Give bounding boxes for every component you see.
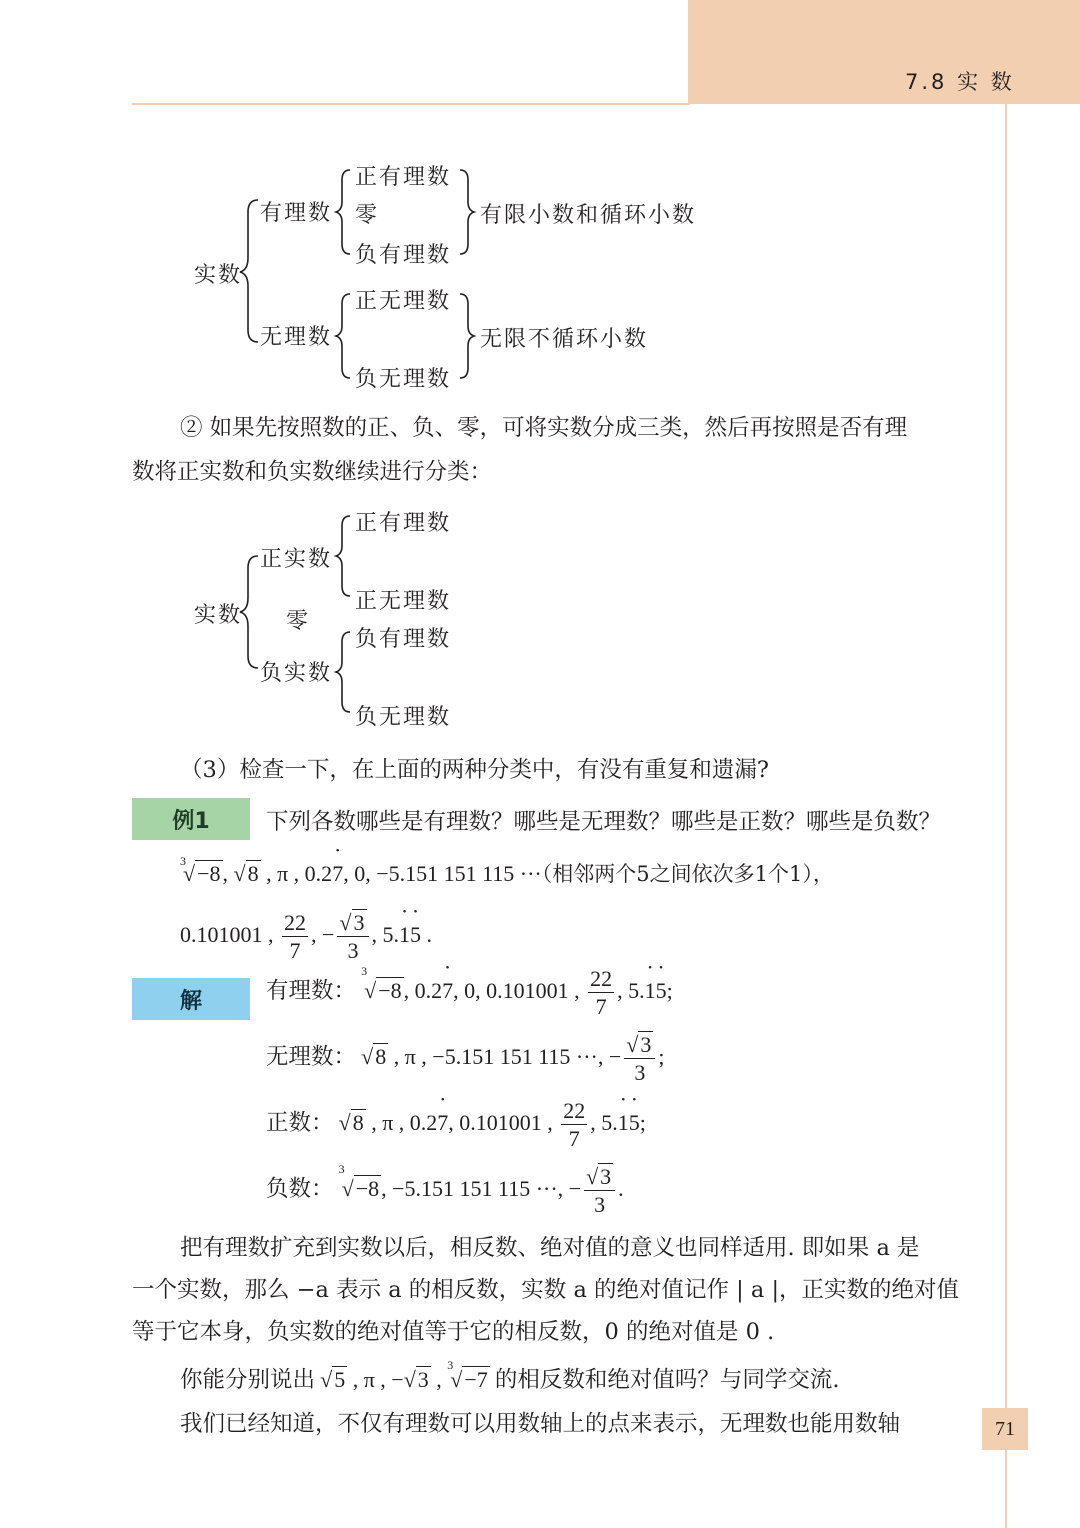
tree2-positive: 正实数	[260, 547, 333, 572]
body-p1-line1: 把有理数扩充到实数以后，相反数、绝对值的意义也同样适用. 即如果 a 是	[180, 1235, 920, 1261]
tree1-irrational-note: 无限不循环小数	[480, 327, 649, 352]
tree2-root: 实数	[194, 603, 243, 628]
tree1-pos-rational: 正有理数	[355, 165, 452, 190]
body-p3: 我们已经知道，不仅有理数可以用数轴上的点来表示，无理数也能用数轴	[180, 1411, 901, 1437]
example-prompt: 下列各数哪些是有理数？哪些是无理数？哪些是正数？哪些是负数？	[266, 809, 942, 835]
tree1-root: 实数	[194, 263, 243, 288]
section-title: 7.8 实 数	[905, 70, 1015, 94]
example-numbers-line2: 0.101001 , $\frac{22}{7}$ , − $\frac{√3}{3}$ , 5.1 •5 • .	[180, 912, 432, 962]
solution-negative-label: 负数：	[266, 1176, 334, 1203]
tree1-neg-rational: 负有理数	[355, 243, 452, 268]
solution-negative: 负数： $^3$√−8, −5.151 151 115 ···, − $\frac{√3}{3}$ .	[266, 1162, 624, 1217]
tree2-pos-rational: 正有理数	[355, 511, 452, 536]
tree2-negative: 负实数	[260, 661, 333, 686]
para2-line1: ② 如果先按照数的正、负、零，可将实数分成三类，然后再按照是否有理	[180, 415, 908, 441]
question-3: （3）检查一下，在上面的两种分类中，有没有重复和遗漏?	[180, 757, 769, 783]
tree2-neg-irrational: 负无理数	[355, 705, 452, 730]
solution-tag: 解	[132, 978, 250, 1020]
solution-positive: 正数： √8 , π , 0.27 •, 0.101001 , $\frac{22}{7}$ , 5.1 •5 •;	[266, 1100, 646, 1150]
tree2-braces	[0, 0, 1080, 740]
tree2-zero: 零	[286, 609, 311, 634]
solution-irrational-label: 无理数：	[266, 1044, 357, 1071]
solution-positive-label: 正数：	[266, 1110, 334, 1137]
body-p1-line3: 等于它本身，负实数的绝对值等于它的相反数，0 的绝对值是 0 .	[132, 1319, 775, 1345]
tree1-irrational: 无理数	[260, 325, 333, 350]
tree1-zero: 零	[355, 203, 380, 228]
tree1-rational-note: 有限小数和循环小数	[480, 203, 697, 228]
para2-line2: 数将正实数和负实数继续进行分类：	[132, 459, 493, 485]
tree1-pos-irrational: 正无理数	[355, 289, 452, 314]
tree1-neg-irrational: 负无理数	[355, 367, 452, 392]
body-p2-tail: 的相反数和绝对值吗？与同学交流.	[494, 1367, 840, 1393]
page-number: 71	[982, 1408, 1028, 1450]
body-p1-line2: 一个实数，那么 −a 表示 a 的相反数，实数 a 的绝对值记作 | a |，正实数的绝对值	[132, 1277, 960, 1303]
example-tag: 例1	[132, 798, 250, 840]
solution-rational: 有理数： $^3$√−8, 0.27 •, 0, 0.101001 , $\frac{22}{7}$ , 5.1 •5 •;	[266, 968, 673, 1018]
tree2-pos-irrational: 正无理数	[355, 589, 452, 614]
tree2-neg-rational: 负有理数	[355, 627, 452, 652]
body-p2: 你能分别说出 √5 , π , −√3 , $^3$√−7 的相反数和绝对值吗？与同学交流.	[180, 1358, 840, 1393]
tree1-rational: 有理数	[260, 201, 333, 226]
solution-irrational: 无理数： √8 , π , −5.151 151 115 ···, − $\frac{√3}{3}$ ;	[266, 1032, 665, 1085]
example-note: （相邻两个5之间依次多1个1），	[541, 862, 834, 886]
body-p2-lead: 你能分别说出	[180, 1367, 316, 1393]
solution-rational-label: 有理数：	[266, 978, 357, 1005]
example-numbers-line1: $^3$√−8, √8 , π , 0.27 •, 0, −5.151 151 115 ···（相邻两个5之间依次多1个1），	[180, 858, 834, 888]
